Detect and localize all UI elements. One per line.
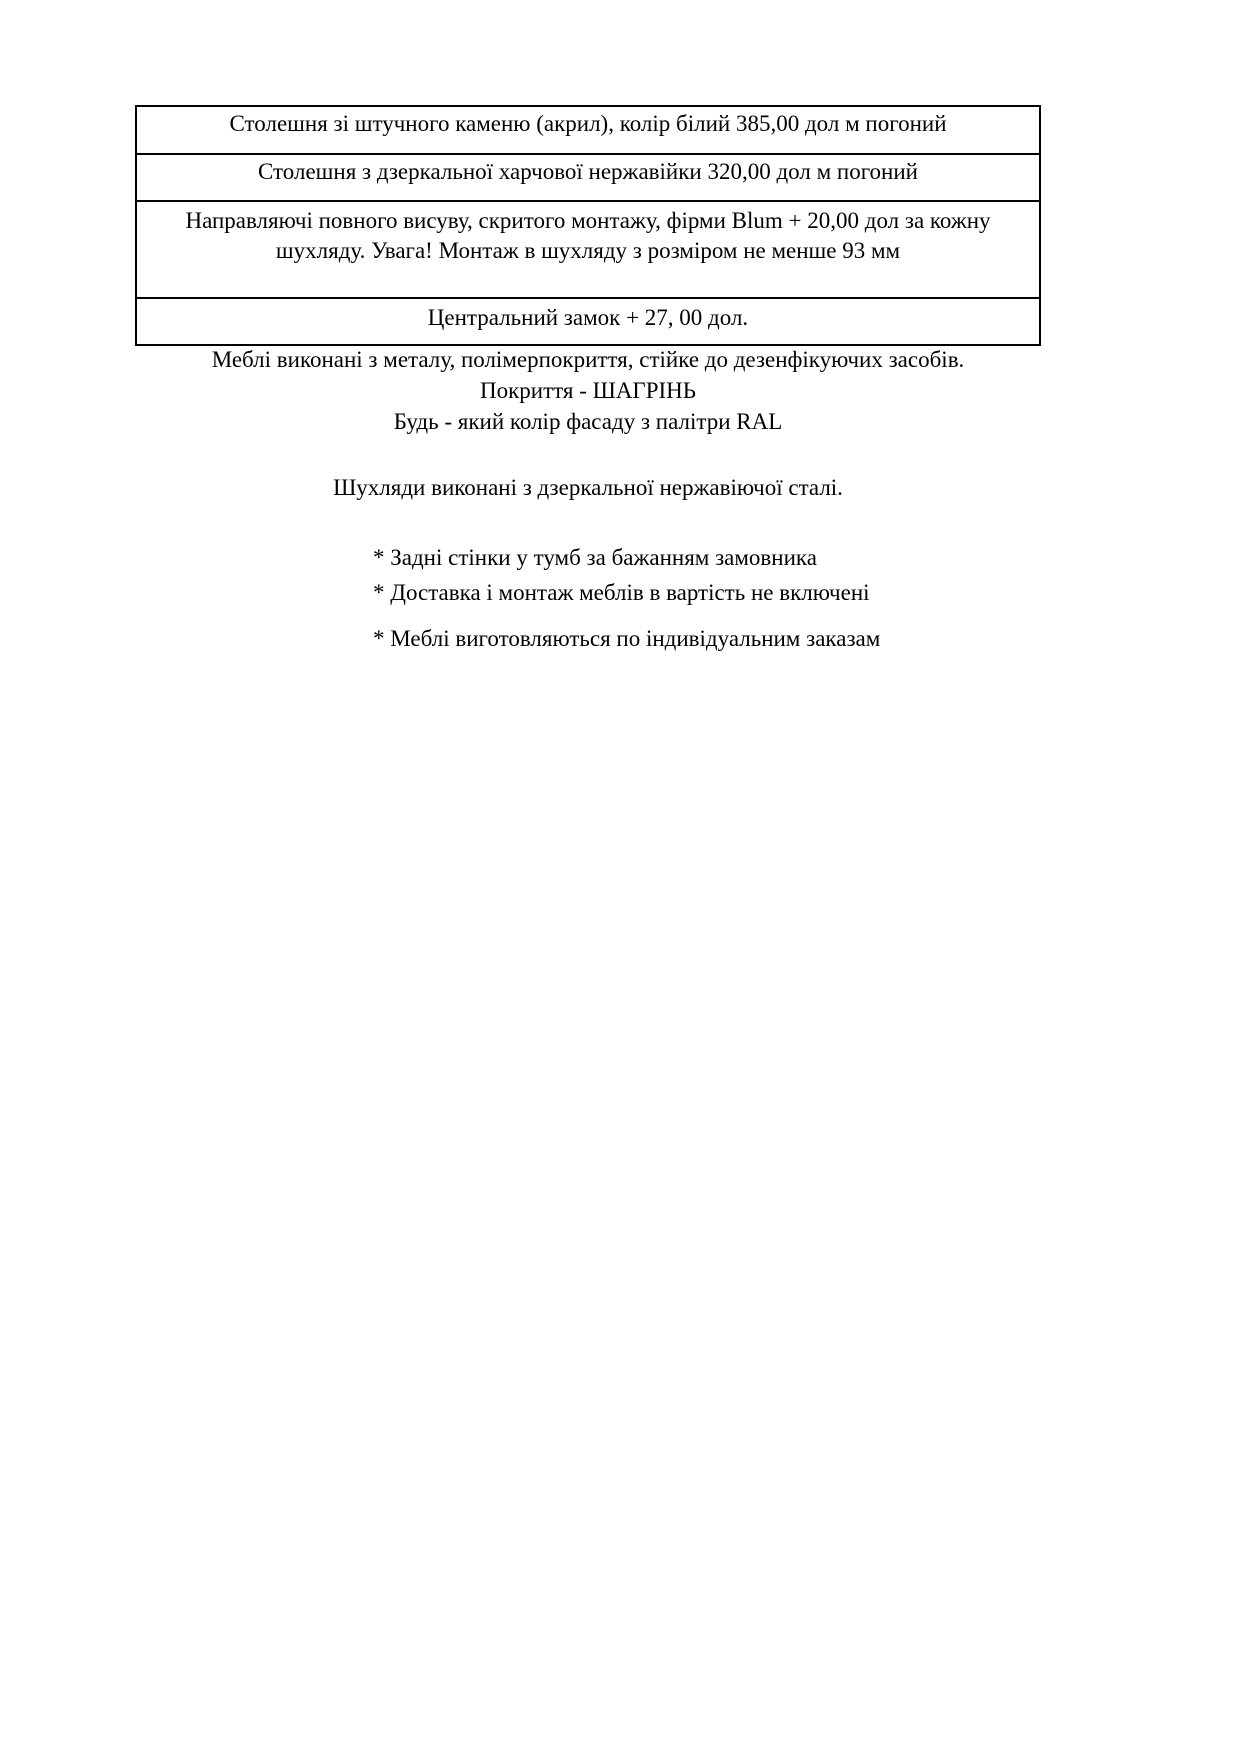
drawers-note: Шухляди виконані з дзеркальної нержавіючої сталі. — [333, 475, 843, 500]
cell-text: Столешня зі штучного каменю (акрил), колір білий 385,00 дол м погоний — [229, 111, 947, 136]
table-cell — [136, 201, 1040, 298]
material-note: Меблі виконані з металу, полімерпокриття, стійке до дезенфікуючих засобів. — [211, 347, 965, 372]
coating-note: Покриття - ШАГРІНЬ — [479, 378, 696, 403]
table-cell — [136, 106, 1040, 154]
table-cell — [136, 298, 1040, 345]
footnote-delivery: * Доставка і монтаж меблів в вартість не включені — [373, 580, 870, 605]
table-row — [136, 106, 1040, 154]
table-row — [136, 201, 1040, 298]
footnote-custom-orders: * Меблі виготовляються по індивідуальним заказам — [373, 626, 881, 651]
table-row — [136, 154, 1040, 201]
footnote-back-panels: * Задні стінки у тумб за бажанням замовника — [373, 545, 817, 570]
color-note: Будь - який колір фасаду з палітри RAL — [393, 409, 783, 434]
cell-text: Направляючі повного висуву, скритого монтажу, фірми Blum + 20,00 дол за кожну — [185, 208, 991, 233]
cell-text: Центральний замок + 27, 00 дол. — [427, 305, 749, 330]
table-row — [136, 298, 1040, 345]
price-table — [135, 105, 1041, 346]
cell-text: шухляду. Увага! Монтаж в шухляду з розміром не менше 93 мм — [275, 238, 901, 263]
cell-text: Столешня з дзеркальної харчової нержавійки 320,00 дол м погоний — [258, 159, 918, 184]
table-cell — [136, 154, 1040, 201]
